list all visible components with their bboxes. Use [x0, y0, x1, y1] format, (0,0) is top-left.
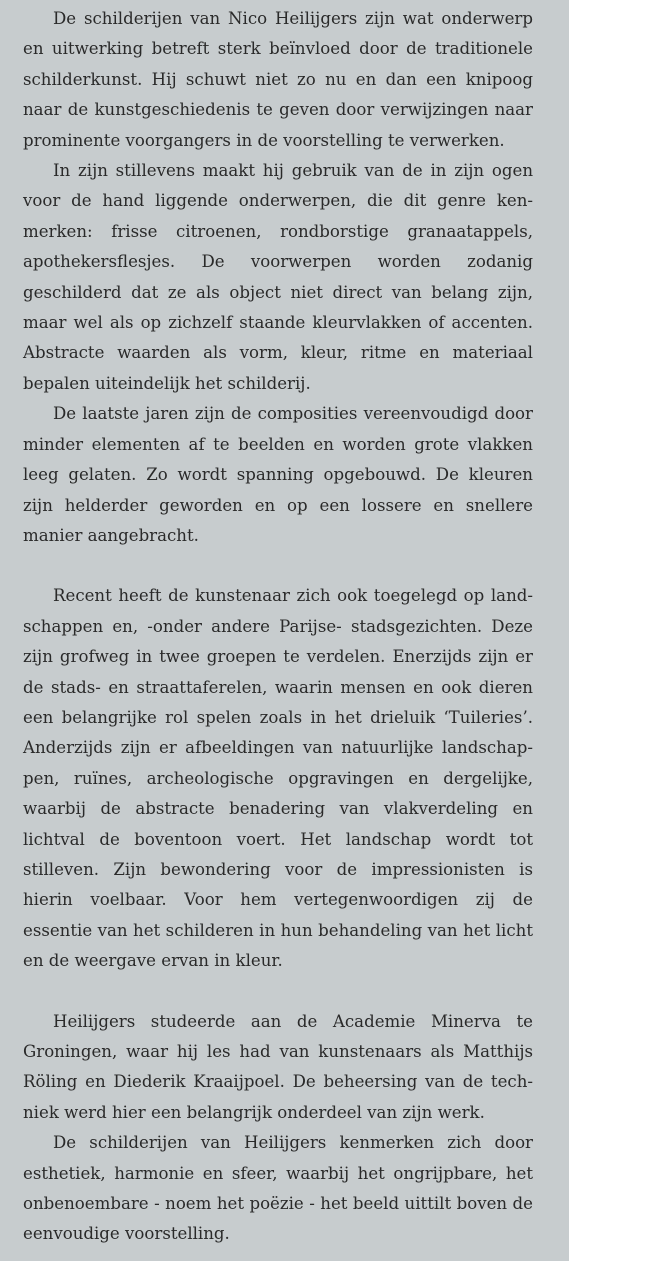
paragraph-landscapes: Recent heeft de kunstenaar zich ook toegelegd op landschappen en, -onder andere Parijse- stadsgezichten. Deze zijn grofweg in twee groepen te verdelen. Enerzijds zijn er de stads- en straattaferelen, waarin mensen en ook dieren een belangrijke rol spelen zoals in het drieluik ‘Tuileries’. Anderzijds zijn er afbeeldingen van natuurlijke landschappen, ruïnes, archeologische opgravingen en dergelijke, waarbij de abstracte benadering van vlakverdeling en lichtval de boventoon voert. Het landschap wordt tot stilleven. Zijn bewondering voor de impressionisten is hierin voelbaar. Voor hem vertegenwoordigen zij de essentie van het schilderen in hun behandeling van het licht en de weergave ervan in kleur.: [23, 586, 533, 971]
text-column: [23, 4, 533, 1250]
paragraph-education: Heilijgers studeerde aan de Academie Minerva te Groningen, waar hij les had van kunstenaars als Matthijs Röling en Diederik Kraaijpoel. De beheersing van de techniek werd hier een belangrijk onderdeel van zijn werk.: [23, 1011, 533, 1122]
paragraph-recent-compositions: De laatste jaren zijn de composities vereenvoudigd door minder elementen af te beelden en worden grote vlakken leeg gelaten. Zo wordt spanning opgebouwd. De kleuren zijn helderder geworden en op een lossere en snellere manier aangebracht.: [23, 404, 533, 545]
paragraph-aesthetics: De schilderijen van Heilijgers kenmerken zich door esthetiek, harmonie en sfeer, waarbij het ongrijpbare, het onbenoembare - noem het poëzie - het beeld uittilt boven de eenvoudige voorstelling.: [23, 1133, 533, 1244]
paragraph-still-lifes: In zijn stillevens maakt hij gebruik van de in zijn ogen voor de hand liggende onderwerpen, die dit genre kenmerken: frisse citroenen, rondborstige granaatappels, apothekersflesjes. De voorwerpen worden zodanig geschilderd dat ze als object niet direct van belang zijn, maar wel als op zichzelf staande kleurvlakken of accenten. Abstracte waarden als vorm, kleur, ritme en materiaal bepalen uiteindelijk het schilderij.: [23, 161, 533, 393]
paragraph-influence: De schilderijen van Nico Heilijgers zijn wat onderwerp en uitwerking betreft sterk beïnvloed door de traditionele schilderkunst. Hij schuwt niet zo nu en dan een knipoog naar de kunstgeschiedenis te geven door verwijzingen naar prominente voorgangers in de voorstelling te verwerken.: [23, 9, 533, 150]
